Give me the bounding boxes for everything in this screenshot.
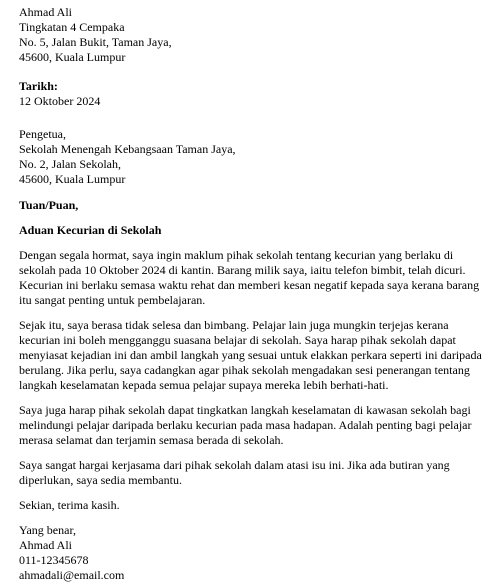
closing-text: Sekian, terima kasih. — [19, 498, 120, 512]
subject — [19, 223, 479, 238]
body-line: Saya juga harap pihak sekolah dapat tingkatkan langkah keselamatan di kawasan sekolah bagi — [19, 403, 471, 417]
recipient-line: Sekolah Menengah Kebangsaan Taman Jaya, — [19, 142, 236, 156]
body-paragraph — [19, 403, 479, 448]
body-line: Sejak itu, saya berasa tidak selesa dan bimbang. Pelajar lain juga mungkin terjejas kerana — [19, 318, 449, 332]
salutation-text: Tuan/Puan, — [19, 198, 79, 212]
sender-address-line: 45600, Kuala Lumpur — [19, 50, 126, 64]
body-line: kecurian ini boleh mengganggu suasana belajar di sekolah. Saya harap pihak sekolah dapat — [19, 333, 456, 347]
recipient-block — [19, 127, 479, 187]
signature-block — [19, 523, 479, 583]
date-label: Tarikh: — [19, 79, 58, 93]
signature-email: ahmadali@email.com — [19, 568, 125, 582]
body-line: Dengan segala hormat, saya ingin maklum pihak sekolah tentang kecurian yang berlaku di — [19, 248, 454, 262]
recipient-line: Pengetua, — [19, 127, 66, 141]
body-paragraph — [19, 248, 479, 308]
recipient-line: No. 2, Jalan Sekolah, — [19, 157, 121, 171]
sender-address-line: No. 5, Jalan Bukit, Taman Jaya, — [19, 35, 172, 49]
date-value: 12 Oktober 2024 — [19, 94, 101, 108]
body-line: menyiasat kejadian ini dan ambil langkah yang sesuai untuk elakkan perkara seperti ini daripada — [19, 348, 482, 362]
sender-block — [19, 5, 479, 65]
body-line: itu sangat penting untuk pembelajaran. — [19, 293, 206, 307]
recipient-line: 45600, Kuala Lumpur — [19, 172, 126, 186]
body-line: berulang. Jika perlu, saya cadangkan agar pihak sekolah mengadakan sesi penerangan tentang — [19, 363, 470, 377]
closing — [19, 498, 479, 513]
date-block — [19, 79, 479, 109]
subject-text: Aduan Kecurian di Sekolah — [19, 223, 162, 237]
body-line: Saya sangat hargai kerjasama dari pihak sekolah dalam atasi isu ini. Jika ada butiran yang — [19, 458, 450, 472]
salutation — [19, 198, 479, 213]
body-paragraph — [19, 458, 479, 488]
sender-address-line: Tingkatan 4 Cempaka — [19, 20, 125, 34]
body-paragraph — [19, 318, 482, 393]
body-line: langkah keselamatan kepada semua pelajar supaya mereka lebih berhati-hati. — [19, 378, 389, 392]
body-line: melindungi pelajar daripada berlaku kecurian pada masa hadapan. Adalah penting bagi pelajar — [19, 418, 472, 432]
signature-phone: 011-12345678 — [19, 553, 89, 567]
body-line: sekolah pada 10 Oktober 2024 di kantin. Barang milik saya, iaitu telefon bimbit, telah dicuri. — [19, 263, 466, 277]
body-line: merasa selamat dan terjamin semasa berada di sekolah. — [19, 433, 284, 447]
signature-line: Yang benar, — [19, 523, 76, 537]
signature-name: Ahmad Ali — [19, 538, 72, 552]
body-line: Kecurian ini berlaku semasa waktu rehat dan memberi kesan negatif kepada saya kerana barang — [19, 278, 480, 292]
sender-name: Ahmad Ali — [19, 5, 72, 19]
body-line: diperlukan, saya sedia membantu. — [19, 473, 182, 487]
